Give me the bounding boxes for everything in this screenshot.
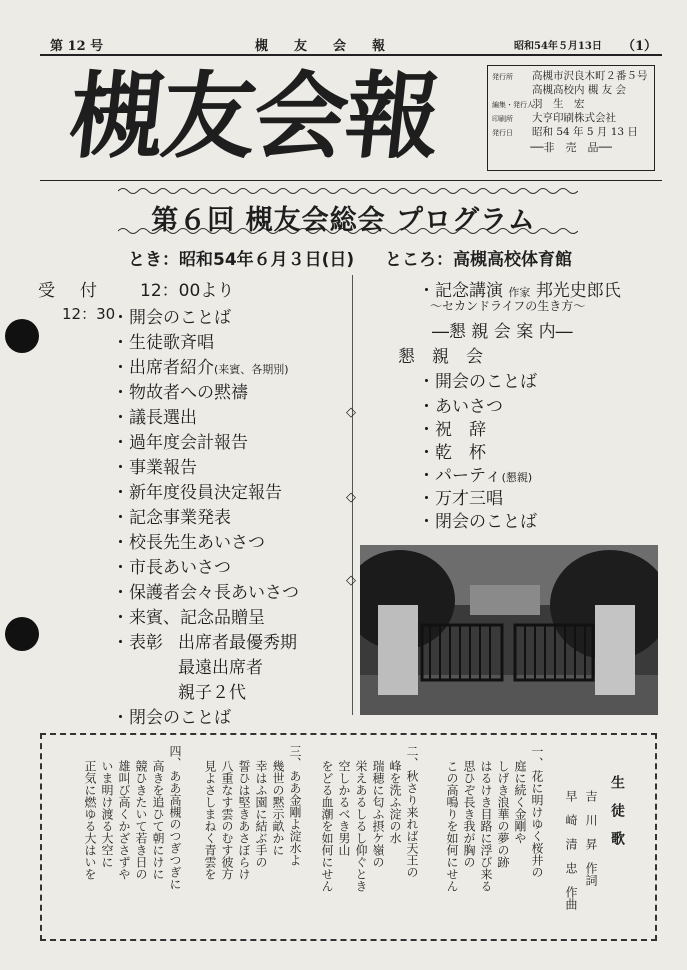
award-line: 出席者最優秀期 xyxy=(178,633,297,653)
newspaper-name: 槻 友 会 報 xyxy=(255,39,386,54)
divider-ornament: ◇ xyxy=(346,573,356,588)
publisher-row xyxy=(492,82,650,96)
verse-line: 峰を洗ふ淀の水 xyxy=(388,760,402,844)
song-lyricist: 吉 川 昇 作詞 xyxy=(584,790,598,886)
party-item: ・開会のことば xyxy=(418,372,537,392)
publisher-value: 昭和 54 年 5 月 13 日 xyxy=(532,126,638,138)
verse-line: 秋さり来れば天王の xyxy=(405,770,419,878)
program-item: ・生徒歌斉唱 xyxy=(112,333,214,353)
publisher-key: 発行日 xyxy=(492,129,513,137)
verse-line: いま明け渡る大空に xyxy=(100,760,114,868)
party-item-label: ・パーティ xyxy=(418,466,502,486)
program-item-note: (来賓、各期別) xyxy=(214,363,289,376)
reception-label: 受 付 xyxy=(38,281,101,301)
program-item: ・議長選出 xyxy=(112,408,197,428)
verse-line: この高鳴りを如何にせん xyxy=(445,760,459,892)
school-gate-photo xyxy=(360,545,658,715)
issue-number: 第 12 号 xyxy=(50,39,104,54)
program-item: ・記念事業発表 xyxy=(112,508,231,528)
song-title: 生 徒 歌 xyxy=(609,775,625,845)
publisher-key: 編集・発行人 xyxy=(492,101,534,109)
lecture-author-label: 作家 xyxy=(508,286,531,299)
publisher-row xyxy=(492,110,650,124)
masthead-title: 槻友会報 xyxy=(64,62,444,172)
verse-line: 高きを追ひて朝にけに xyxy=(151,760,165,880)
publisher-row xyxy=(492,68,650,82)
event-venue: ところ：高槻高校体育館 xyxy=(385,250,572,270)
masthead-rule xyxy=(40,180,662,181)
issue-date: 昭和54年５月13日 xyxy=(514,41,602,52)
party-guide-heading: ―懇 親 会 案 内― xyxy=(432,322,573,342)
award-line: 最遠出席者 xyxy=(178,658,263,678)
program-item: ・過年度会計報告 xyxy=(112,433,248,453)
publisher-row xyxy=(492,124,650,138)
lecture-subtitle: 〜セカンドライフの生き方〜 xyxy=(430,299,586,313)
lecture-author: 邦光史郎氏 xyxy=(535,281,621,301)
program-item: ・物故者への黙禱 xyxy=(112,383,248,403)
page-number: （1） xyxy=(622,39,658,54)
verse-line: 空しかるべき男山 xyxy=(337,760,351,856)
verse-line: しげき浪華の夢の跡 xyxy=(496,760,510,868)
party-heading: 懇 親 会 xyxy=(398,347,483,367)
verse-line: 八重なす雲のむす彼方 xyxy=(220,760,234,880)
verse-number: 四、 xyxy=(168,745,182,769)
verse-number: 一、 xyxy=(530,745,544,769)
verse-line: 栄えあるしるし仰ぐとき xyxy=(354,760,368,892)
not-for-sale: ──非 売 品── xyxy=(530,141,612,154)
program-item: ・保護者会々長あいさつ xyxy=(112,583,299,603)
party-item: ・閉会のことば xyxy=(418,512,537,532)
program-item: ・校長先生あいさつ xyxy=(112,533,265,553)
punch-hole xyxy=(5,319,39,353)
party-item: ・乾 杯 xyxy=(418,443,486,463)
program-item: ・市長あいさつ xyxy=(112,558,231,578)
verse-line: ああ金剛よ淀水よ xyxy=(288,770,302,866)
start-time: 12：30 xyxy=(62,305,116,323)
publisher-value: 高槻市沢良木町２番５号 xyxy=(532,70,648,82)
verse-number: 三、 xyxy=(288,745,302,769)
party-item: ・万才三唱 xyxy=(418,489,503,509)
publisher-value: 大亨印刷株式会社 xyxy=(532,112,616,124)
program-item-label: ・出席者紹介 xyxy=(112,358,214,378)
verse-line: はるけき目路に浮び来る xyxy=(479,760,493,892)
publisher-box xyxy=(487,65,655,171)
reception-time: 12：00より xyxy=(140,281,235,301)
program-item: ・事業報告 xyxy=(112,458,197,478)
program-item xyxy=(112,353,289,378)
program-item: ・来賓、記念品贈呈 xyxy=(112,608,265,628)
award-line: 親子２代 xyxy=(178,683,246,703)
song-composer: 早 崎 清 忠 作曲 xyxy=(564,790,578,910)
program-item: ・新年度役員決定報告 xyxy=(112,483,282,503)
publisher-value: 高槻高校内 槻 友 会 xyxy=(532,84,627,96)
verse-line: をどる血潮を如何にせん xyxy=(320,760,334,892)
verse-line: 誓ひは堅きあさぼらけ xyxy=(237,760,251,880)
verse-line: 見よさしまねく青雲を xyxy=(203,760,217,880)
publisher-key: 発行所 xyxy=(492,73,513,81)
program-item: ・閉会のことば xyxy=(112,708,231,728)
lecture-label: ・記念講演 xyxy=(418,281,503,301)
divider-ornament: ◇ xyxy=(346,490,356,505)
publisher-row xyxy=(492,96,650,110)
program-title: 第６回 槻友会総会 プログラム xyxy=(151,205,536,236)
verse-line: 雄叫び高くかざさずや xyxy=(117,760,131,880)
header-rule xyxy=(40,54,662,56)
verse-line: 花に明けゆく桜井の xyxy=(530,770,544,878)
verse-number: 二、 xyxy=(405,745,419,769)
party-item-note: (懇親) xyxy=(501,471,533,484)
verse-line: 競ひきたいて若き日の xyxy=(134,760,148,880)
program-item: ・開会のことば xyxy=(112,308,231,328)
program-item: ・表彰 xyxy=(112,633,163,653)
party-item: ・あいさつ xyxy=(418,397,503,417)
verse-line: 思ひぞ長き我が胸の xyxy=(462,760,476,868)
party-item xyxy=(418,461,532,486)
verse-line: 正気に燃ゆる大はいを xyxy=(83,760,97,880)
verse-line: 瑞穂に匂ふ摂ケ嶺の xyxy=(371,760,385,868)
verse-line: 幾世の黙示畝かに xyxy=(271,760,285,856)
publisher-key: 印刷所 xyxy=(492,115,513,123)
school-gate-illustration xyxy=(360,545,658,715)
punch-hole xyxy=(5,617,39,651)
publisher-value: 羽 生 宏 xyxy=(532,98,585,110)
party-item: ・祝 辞 xyxy=(418,420,486,440)
verse-line: 庭に続く金剛や xyxy=(513,760,527,844)
event-date: とき：昭和54年６月３日(日) xyxy=(128,250,355,270)
verse-line: 幸はふ園に結ぶ手の xyxy=(254,760,268,868)
verse-line: ああ高槻のつぎつぎに xyxy=(168,770,182,890)
divider-ornament: ◇ xyxy=(346,405,356,420)
